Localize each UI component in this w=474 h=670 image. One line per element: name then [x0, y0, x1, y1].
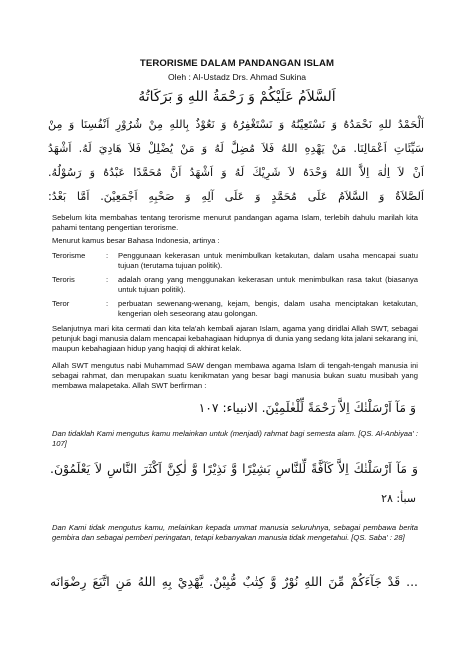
- arabic-opening-line-4: اَلصَّلاَةُ وَ السَّلاَمُ عَلَى مُحَمَّدٍ وَ عَلَى آلِهِ وَ صَحْبِهِ اَجْمَعِيْنَ. اَمَّا بَعْدُ:: [48, 190, 424, 203]
- definition-desc: Penggunaan kekerasan untuk menimbulkan ketakutan, dalam usaha mencapai suatu tujuan (terutama tujuan politik).: [118, 251, 418, 270]
- verse-2-arabic: وَ مَآ اَرْسَلْنٰكَ اِلاَّ كَآفَّةً لِّلنَّاسِ بَشِيْرًا وَّ نَذِيْرًا وَّ لٰكِنَّ اَكْثَرَ النَّاسِ لاَ يَعْلَمُوْنَ.: [50, 461, 418, 476]
- arabic-opening-line-2: سَيِّئَاتِ اَعْمَالِنَا. مَنْ يَهْدِهِ اللهُ فَلاَ مُضِلَّ لَهُ وَ مَنْ يُضْلِلْ فَلاَ هَادِيَ لَهُ. اَشْهَدُ: [48, 142, 424, 155]
- definition-desc: adalah orang yang menggunakan kekerasan untuk menimbulkan rasa takut (biasanya untuk tujuan politik).: [118, 275, 418, 294]
- definition-desc: perbuatan sewenang-wenang, kejam, bengis, dalam usaha menciptakan ketakutan, kengerian oleh seseorang atau golongan.: [118, 299, 418, 318]
- document-title: TERORISME DALAM PANDANGAN ISLAM: [139, 58, 335, 69]
- verse-3-arabic: ... قَدْ جَآءَكُمْ مِّنَ اللهِ نُوْرٌ وَّ كِتٰبٌ مُّبِيْنٌ. يَّهْدِيْ بِهِ اللهُ مَنِ اتَّبَعَ رِضْوَانَه: [50, 574, 418, 589]
- document-author: Oleh : Al-Ustadz Drs. Ahmad Sukina: [167, 72, 307, 82]
- verse-2-reference: سبأ: ٢٨: [381, 492, 416, 505]
- definition-colon: :: [106, 275, 109, 284]
- selanjutnya-paragraph: Selanjutnya mari kita cermati dan kita tela'ah kembali ajaran Islam, agama yang diridlai Allah SWT, sebagai petunjuk bagi manusia dalam mencapai kebahagiaan hidupnya di dunia yang sedang kita jalani sekarang ini, maupun kebahagiaan hidup yang haqiqi di akhirat kelak.: [52, 324, 418, 353]
- intro-paragraph: Sebelum kita membahas tentang terorisme menurut pandangan agama Islam, terlebih dahulu marilah kita pahami tentang pengertian terorisme.: [52, 213, 418, 232]
- allah-paragraph: Allah SWT mengutus nabi Muhammad SAW dengan membawa agama Islam di tengah-tengah manusia ini sebagai rahmat, dan merupakan suatu kenikmatan yang besar bagi manusia bukan suatu musibah yang membawa malapetaka. Allah SWT berfirman :: [52, 361, 418, 390]
- arabic-opening-line-3: اَنْ لاَ اِلٰهَ اِلاَّ اللهُ وَحْدَهُ لاَ شَرِيْكَ لَهُ وَ اَشْهَدُ اَنَّ مُحَمَّدًا عَبْدُهُ وَ رَسُوْلُهُ.: [48, 166, 424, 179]
- definition-term: Terorisme: [52, 251, 86, 260]
- verse-2-translation: Dan Kami tidak mengutus kamu, melainkan kepada ummat manusia seluruhnya, sebagai pembawa berita gembira dan sebagai pemberi peringatan, tetapi kebanyakan manusia tidak mengetahui. [QS. Saba' : 28]: [52, 523, 418, 542]
- definition-term: Teroris: [52, 275, 75, 284]
- kamus-intro: Menurut kamus besar Bahasa Indonesia, artinya :: [52, 236, 220, 245]
- verse-1-translation: Dan tidaklah Kami mengutus kamu melainkan untuk (menjadi) rahmat bagi semesta alam. [QS. Al-Anbiyaa' : 107]: [52, 429, 418, 448]
- arabic-salam: اَلسَّلاَمُ عَلَيْكُمْ وَ رَحْمَةُ اللهِ وَ بَرَكَاتُهُ: [138, 89, 336, 105]
- verse-1-arabic: وَ مَآ اَرْسَلْنٰكَ اِلاَّ رَحْمَةً لِّلْعٰلَمِيْنَ. الانبياء: ١٠٧: [198, 400, 416, 415]
- definition-term: Teror: [52, 299, 70, 308]
- arabic-opening-line-1: اَلْحَمْدُ للهِ نَحْمَدُهُ وَ نَسْتَعِيْنُهُ وَ نَسْتَغْفِرُهُ وَ نَعُوْذُ بِاللهِ مِنْ شُرُوْرِ اَنْفُسِنَا وَ مِنْ: [48, 118, 424, 131]
- definition-colon: :: [106, 299, 109, 308]
- definition-colon: :: [106, 251, 109, 260]
